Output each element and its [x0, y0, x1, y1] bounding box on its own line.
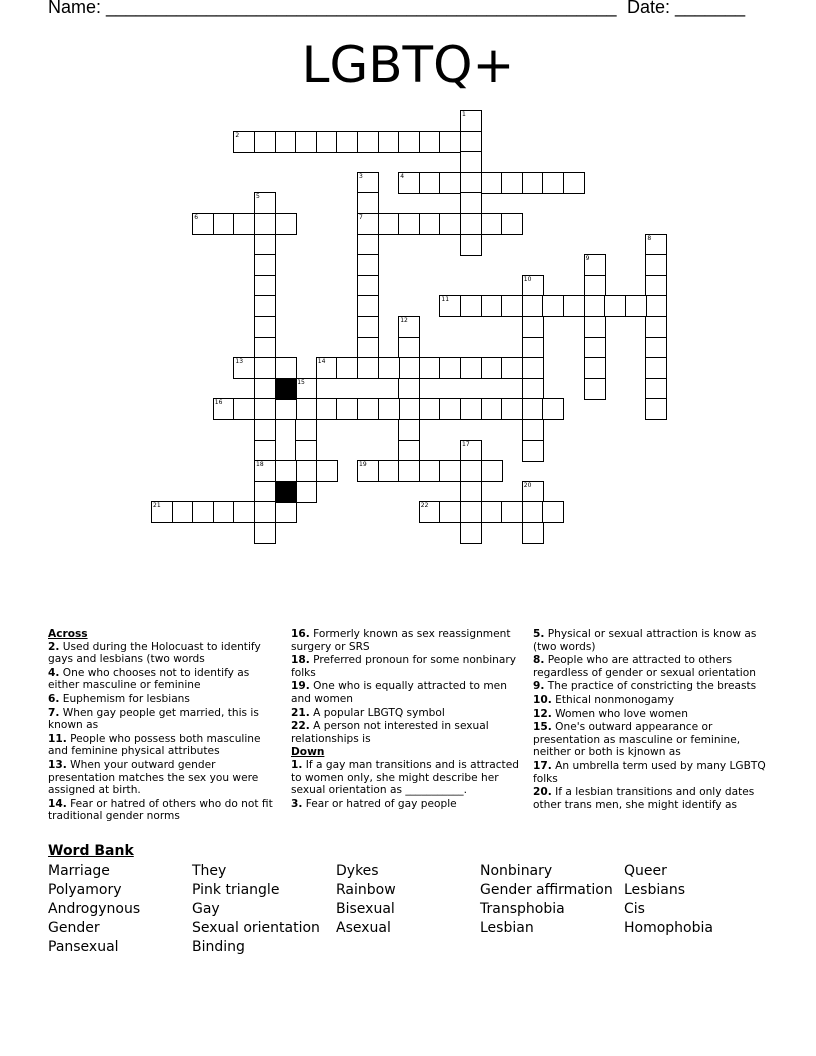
clue [48, 798, 276, 823]
grid-cell[interactable] [419, 501, 441, 523]
word-bank-item: Gay [192, 901, 220, 917]
clue-text: A popular LBGTQ symbol [309, 706, 445, 719]
grid-cell[interactable] [295, 378, 317, 400]
grid-black-cell [275, 481, 297, 503]
grid-cell[interactable] [295, 481, 317, 503]
grid-cell[interactable] [522, 522, 544, 544]
grid-cell[interactable] [295, 398, 317, 420]
grid-cell[interactable] [604, 295, 626, 317]
grid-cell[interactable] [275, 131, 297, 153]
clue-text: A person not interested in sexual relationships is [291, 720, 489, 745]
clue [48, 759, 276, 797]
grid-cell[interactable] [439, 213, 461, 235]
clue-number: 21 [153, 502, 161, 510]
grid-cell[interactable] [357, 254, 379, 276]
page-title: LGBTQ+ [301, 36, 515, 94]
grid-cell[interactable] [316, 357, 338, 379]
grid-cell[interactable] [419, 460, 441, 482]
grid-cell[interactable] [336, 357, 358, 379]
grid-cell[interactable] [522, 275, 544, 297]
grid-cell[interactable] [357, 316, 379, 338]
clue-text: One's outward appearance or presentation as masculine or feminine, neither or both is kjnown as [533, 721, 741, 759]
clue-text: Physical or sexual attraction is know as (two words) [533, 628, 757, 653]
grid-cell[interactable] [542, 501, 564, 523]
grid-cell[interactable] [254, 419, 276, 441]
grid-cell[interactable] [233, 501, 255, 523]
grid-cell[interactable] [460, 398, 482, 420]
clue [48, 667, 276, 692]
grid-cell[interactable] [501, 213, 523, 235]
grid-cell[interactable] [295, 440, 317, 462]
clue-number-label: 2. [48, 640, 60, 653]
clue-section-heading: Down [291, 746, 325, 759]
grid-cell[interactable] [151, 501, 173, 523]
grid-cell[interactable] [213, 398, 235, 420]
word-bank-item: Cis [624, 901, 645, 917]
grid-cell[interactable] [295, 419, 317, 441]
grid-cell[interactable] [254, 254, 276, 276]
word-bank-item: They [192, 863, 227, 879]
clue-number-label: 20. [533, 786, 552, 799]
clue-text: Fear or hatred of gay people [302, 797, 457, 810]
clues-column-2 [291, 628, 519, 811]
grid-cell[interactable] [254, 316, 276, 338]
clue-number-label: 15. [533, 721, 552, 734]
grid-cell[interactable] [460, 234, 482, 256]
word-bank-item: Queer [624, 863, 667, 879]
clue-number: 16 [214, 399, 223, 407]
word-bank-item: Rainbow [336, 882, 396, 898]
name-line: Name: ___________________________________________________ [48, 0, 617, 17]
clue-number: 7 [359, 214, 363, 221]
word-bank-title: Word Bank [48, 843, 134, 859]
grid-cell[interactable] [439, 131, 461, 153]
clue-text: People who possess both masculine and feminine physical attributes [48, 732, 261, 758]
grid-cell[interactable] [295, 460, 317, 482]
clue-text: Preferred pronoun for some nonbinary folks [291, 654, 517, 679]
grid-cell[interactable] [645, 337, 667, 359]
grid-cell[interactable] [522, 419, 544, 441]
clue [48, 707, 276, 732]
grid-cell[interactable] [233, 131, 255, 153]
grid-cell[interactable] [275, 357, 297, 379]
clue-number: 9 [585, 255, 590, 263]
grid-cell[interactable] [357, 460, 379, 482]
grid-cell[interactable] [398, 213, 420, 235]
clue-number: 8 [647, 234, 652, 242]
grid-cell[interactable] [192, 501, 214, 523]
clue-number: 20 [523, 481, 532, 489]
clue [533, 721, 769, 759]
clue-number-label: 18. [291, 654, 310, 667]
clue-number: 18 [256, 461, 264, 469]
clue-text: Fear or hatred of others who do not fit traditional gender norms [48, 797, 273, 823]
clue [533, 654, 769, 679]
grid-cell[interactable] [645, 398, 667, 420]
grid-cell[interactable] [378, 213, 400, 235]
grid-cell[interactable] [522, 357, 544, 379]
grid-cell[interactable] [584, 316, 606, 338]
clue-number-label: 11. [48, 732, 67, 745]
clue-text: Euphemism for lesbians [59, 692, 190, 705]
clue-text: The practice of constricting the breasts [544, 680, 757, 693]
grid-cell[interactable] [398, 419, 420, 441]
grid-cell[interactable] [398, 398, 420, 420]
word-bank-item: Bisexual [336, 901, 395, 917]
clue-section-heading: Across [48, 628, 88, 640]
clue-number-label: 13. [48, 758, 67, 771]
clue-number-label: 7. [48, 706, 60, 719]
grid-cell[interactable] [439, 501, 461, 523]
grid-black-cell [275, 378, 297, 400]
grid-cell[interactable] [501, 295, 523, 317]
clue-number: 19 [359, 461, 367, 469]
grid-cell[interactable] [378, 398, 400, 420]
clue-number-label: 22. [291, 720, 310, 733]
clue-text: Ethical nonmonogamy [551, 693, 674, 706]
grid-cell[interactable] [254, 460, 276, 482]
grid-cell[interactable] [254, 501, 276, 523]
grid-cell[interactable] [378, 131, 400, 153]
grid-cell[interactable] [419, 213, 441, 235]
grid-cell[interactable] [233, 357, 255, 379]
clue-number-label: 12. [533, 707, 552, 720]
clue-text: If a gay man transitions and is attracted to women only, she might describe her sexual orientation as ___________. [291, 758, 519, 797]
grid-cell[interactable] [481, 460, 503, 482]
grid-cell[interactable] [522, 316, 544, 338]
grid-cell[interactable] [439, 295, 461, 317]
grid-cell[interactable] [645, 275, 667, 297]
grid-cell[interactable] [357, 398, 379, 420]
grid-cell[interactable] [481, 398, 503, 420]
grid-cell[interactable] [172, 501, 194, 523]
grid-cell[interactable] [398, 131, 420, 153]
clue-number: 11 [441, 296, 450, 304]
grid-cell[interactable] [275, 460, 297, 482]
clue-number-label: 6. [48, 692, 60, 705]
grid-cell[interactable] [460, 192, 482, 214]
grid-cell[interactable] [645, 295, 667, 317]
grid-cell[interactable] [378, 357, 400, 379]
clue-number-label: 21. [291, 706, 310, 719]
clue-number-label: 9. [533, 680, 545, 693]
grid-cell[interactable] [645, 316, 667, 338]
grid-cell[interactable] [542, 398, 564, 420]
grid-cell[interactable] [439, 172, 461, 194]
clue-number: 12 [400, 317, 408, 324]
clue-text: One who chooses not to identify as either masculine or feminine [48, 666, 250, 692]
grid-cell[interactable] [522, 440, 544, 462]
grid-cell[interactable] [254, 337, 276, 359]
grid-cell[interactable] [481, 213, 503, 235]
grid-cell[interactable] [233, 213, 255, 235]
grid-cell[interactable] [254, 481, 276, 503]
grid-cell[interactable] [336, 131, 358, 153]
grid-cell[interactable] [275, 398, 297, 420]
clue-number: 14 [317, 358, 326, 366]
grid-cell[interactable] [336, 398, 358, 420]
grid-cell[interactable] [542, 295, 564, 317]
clue-text: When your outward gender presentation matches the sex you were assigned at birth. [48, 758, 259, 797]
grid-cell[interactable] [542, 172, 564, 194]
grid-cell[interactable] [254, 440, 276, 462]
grid-cell[interactable] [419, 131, 441, 153]
grid-cell[interactable] [481, 501, 503, 523]
clue-number: 4 [400, 172, 405, 180]
clue-text: People who are attracted to others regardless of gender or sexual orientation [533, 654, 756, 679]
clue-number: 17 [462, 440, 470, 448]
grid-cell[interactable] [501, 172, 523, 194]
clue-text: If a lesbian transitions and only dates other trans men, she might identify as [533, 786, 755, 811]
grid-cell[interactable] [522, 295, 544, 317]
clue-text: One who is equally attracted to men and women [291, 680, 507, 705]
grid-cell[interactable] [419, 172, 441, 194]
grid-cell[interactable] [584, 275, 606, 297]
clue [533, 680, 769, 693]
grid-cell[interactable] [233, 398, 255, 420]
grid-cell[interactable] [645, 357, 667, 379]
clue-number: 15 [297, 378, 305, 386]
word-bank-item: Dykes [336, 863, 379, 879]
word-bank-item: Sexual orientation [192, 920, 320, 936]
grid-cell[interactable] [481, 172, 503, 194]
clue [533, 760, 769, 785]
clue-number-label: 4. [48, 666, 60, 679]
clue [291, 628, 519, 653]
grid-cell[interactable] [563, 172, 585, 194]
grid-cell[interactable] [584, 254, 606, 276]
clue-number: 3 [359, 172, 363, 180]
clue [533, 694, 769, 707]
grid-cell[interactable] [460, 501, 482, 523]
grid-cell[interactable] [460, 460, 482, 482]
clues-column-1 [48, 628, 276, 824]
grid-cell[interactable] [522, 378, 544, 400]
grid-cell[interactable] [378, 460, 400, 482]
clue-text: When gay people get married, this is known as [48, 706, 259, 732]
grid-cell[interactable] [254, 213, 276, 235]
clue [48, 733, 276, 758]
grid-cell[interactable] [460, 172, 482, 194]
grid-cell[interactable] [295, 131, 317, 153]
clue-number: 2 [235, 131, 240, 139]
word-bank-item: Marriage [48, 863, 110, 879]
grid-cell[interactable] [398, 357, 420, 379]
clue-number: 1 [462, 111, 466, 118]
grid-cell[interactable] [522, 172, 544, 194]
clue-number-label: 3. [291, 797, 303, 810]
grid-cell[interactable] [460, 295, 482, 317]
word-bank-item: Asexual [336, 920, 391, 936]
clue [48, 641, 276, 666]
clue [291, 798, 519, 811]
clue-number: 13 [235, 358, 244, 366]
grid-cell[interactable] [460, 357, 482, 379]
word-bank-item: Nonbinary [480, 863, 553, 879]
grid-cell[interactable] [439, 357, 461, 379]
grid-cell[interactable] [357, 337, 379, 359]
word-bank-item: Homophobia [624, 920, 713, 936]
grid-cell[interactable] [316, 398, 338, 420]
clue [48, 693, 276, 706]
grid-cell[interactable] [460, 110, 482, 132]
clue [291, 707, 519, 720]
grid-cell[interactable] [254, 295, 276, 317]
clue-number-label: 16. [291, 628, 310, 640]
grid-cell[interactable] [254, 398, 276, 420]
grid-cell[interactable] [357, 295, 379, 317]
word-bank-item: Androgynous [48, 901, 141, 917]
grid-cell[interactable] [275, 213, 297, 235]
clue [291, 759, 519, 797]
word-bank-item: Polyamory [48, 882, 122, 898]
clue-number-label: 19. [291, 680, 310, 693]
clue-text: An umbrella term used by many LGBTQ folks [533, 759, 766, 785]
clue-number-label: 10. [533, 693, 552, 706]
date-line: Date: _______ [627, 0, 746, 17]
grid-cell[interactable] [398, 378, 420, 400]
grid-cell[interactable] [645, 234, 667, 256]
word-bank-item: Gender affirmation [480, 882, 613, 898]
grid-cell[interactable] [522, 337, 544, 359]
clue-number: 6 [194, 214, 199, 221]
grid-cell[interactable] [522, 398, 544, 420]
clue-number-label: 14. [48, 797, 67, 810]
clue-number-label: 8. [533, 654, 545, 667]
word-bank-item: Lesbian [480, 920, 534, 936]
clue [291, 654, 519, 679]
grid-cell[interactable] [460, 151, 482, 173]
grid-cell[interactable] [584, 295, 606, 317]
grid-cell[interactable] [398, 172, 420, 194]
grid-cell[interactable] [439, 460, 461, 482]
grid-cell[interactable] [501, 357, 523, 379]
grid-cell[interactable] [439, 398, 461, 420]
clue [291, 720, 519, 745]
clue-text: Formerly known as sex reassignment surgery or SRS [291, 628, 511, 653]
grid-cell[interactable] [254, 234, 276, 256]
grid-cell[interactable] [357, 357, 379, 379]
clue-text: Women who love women [551, 707, 688, 720]
grid-cell[interactable] [316, 131, 338, 153]
clue-number: 5 [256, 193, 260, 201]
grid-cell[interactable] [357, 275, 379, 297]
grid-cell[interactable] [460, 522, 482, 544]
clue [533, 708, 769, 721]
grid-cell[interactable] [460, 213, 482, 235]
grid-cell[interactable] [213, 213, 235, 235]
grid-cell[interactable] [357, 192, 379, 214]
grid-cell[interactable] [254, 357, 276, 379]
grid-cell[interactable] [584, 337, 606, 359]
grid-cell[interactable] [419, 357, 441, 379]
grid-cell[interactable] [460, 481, 482, 503]
grid-cell[interactable] [213, 501, 235, 523]
grid-cell[interactable] [645, 378, 667, 400]
grid-cell[interactable] [481, 295, 503, 317]
grid-cell[interactable] [419, 398, 441, 420]
grid-cell[interactable] [563, 295, 585, 317]
word-bank-item: Lesbians [624, 882, 685, 898]
grid-cell[interactable] [254, 378, 276, 400]
clue-number: 22 [420, 502, 429, 510]
grid-cell[interactable] [398, 460, 420, 482]
grid-cell[interactable] [398, 316, 420, 338]
word-bank-item: Binding [192, 939, 245, 955]
grid-cell[interactable] [501, 398, 523, 420]
grid-cell[interactable] [460, 131, 482, 153]
grid-cell[interactable] [625, 295, 647, 317]
grid-cell[interactable] [254, 522, 276, 544]
clues-column-3 [533, 628, 769, 812]
grid-cell[interactable] [481, 357, 503, 379]
grid-cell[interactable] [584, 357, 606, 379]
clue [533, 628, 769, 653]
grid-cell[interactable] [522, 501, 544, 523]
grid-cell[interactable] [357, 234, 379, 256]
grid-cell[interactable] [357, 172, 379, 194]
grid-cell[interactable] [192, 213, 214, 235]
grid-cell[interactable] [316, 460, 338, 482]
clue [291, 680, 519, 705]
grid-cell[interactable] [254, 275, 276, 297]
grid-cell[interactable] [254, 192, 276, 214]
word-bank-item: Pansexual [48, 939, 119, 955]
grid-cell[interactable] [254, 131, 276, 153]
word-bank-item: Pink triangle [192, 882, 280, 898]
word-bank-item: Gender [48, 920, 100, 936]
grid-cell[interactable] [398, 337, 420, 359]
clue-text: Used during the Holocuast to identify gays and lesbians (two words [48, 640, 261, 666]
grid-cell[interactable] [357, 213, 379, 235]
grid-cell[interactable] [398, 440, 420, 462]
grid-cell[interactable] [584, 378, 606, 400]
clue [533, 786, 769, 811]
grid-cell[interactable] [501, 501, 523, 523]
grid-cell[interactable] [275, 501, 297, 523]
clue-number-label: 1. [291, 758, 303, 771]
word-bank-item: Transphobia [480, 901, 565, 917]
grid-cell[interactable] [460, 440, 482, 462]
clue-number-label: 17. [533, 759, 552, 772]
clue-number-label: 5. [533, 628, 545, 640]
grid-cell[interactable] [357, 131, 379, 153]
grid-cell[interactable] [645, 254, 667, 276]
grid-cell[interactable] [522, 481, 544, 503]
clue-number: 10 [523, 275, 532, 283]
